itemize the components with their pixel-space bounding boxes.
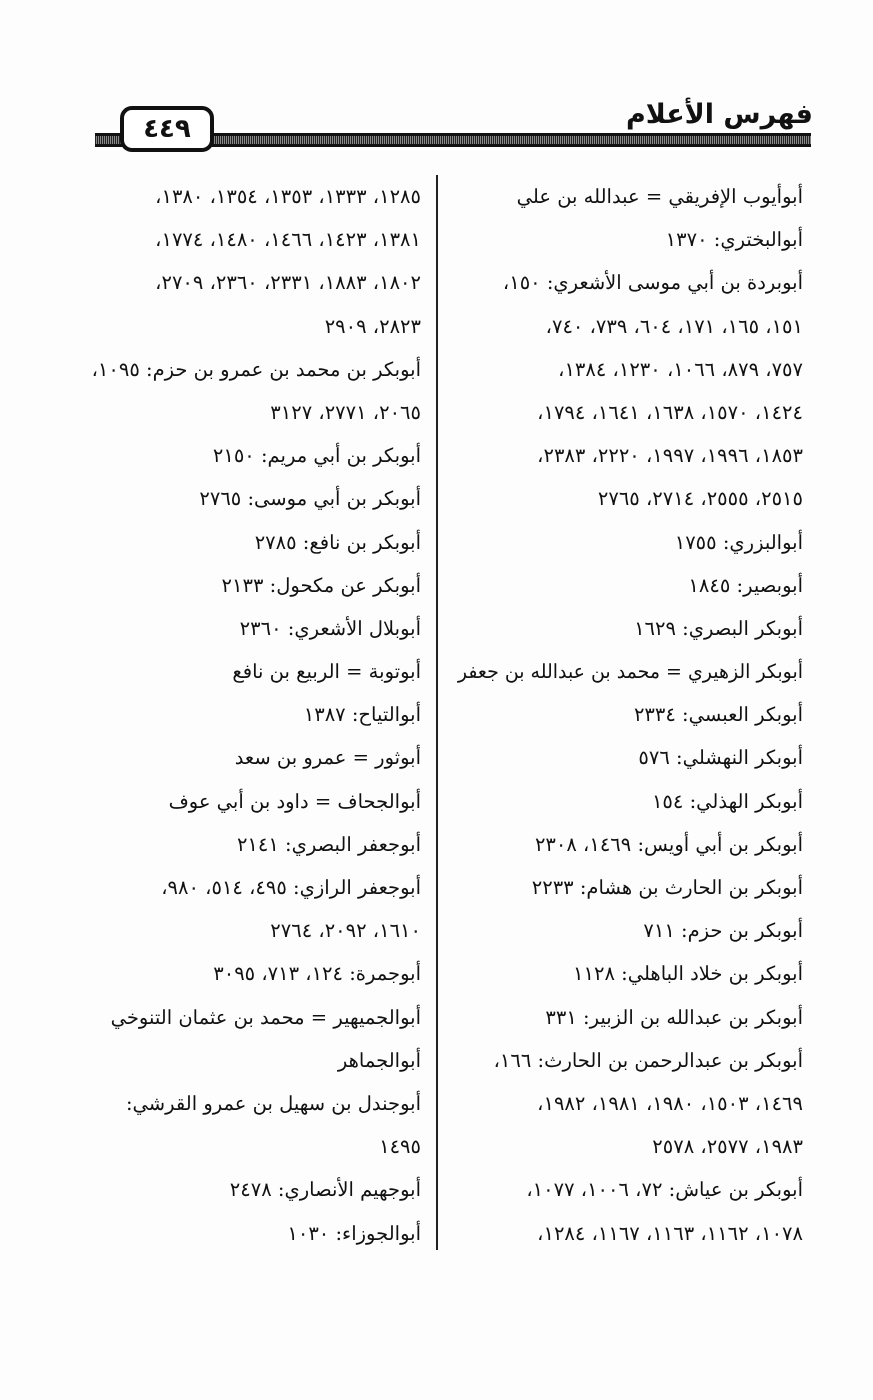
- index-line: أبوبكر الهذلي: ١٥٤: [651, 789, 803, 813]
- index-line: أبوالجحاف = داود بن أبي عوف: [168, 789, 421, 813]
- page-number: ٤٤٩: [120, 106, 214, 152]
- index-line: أبوجمرة: ١٢٤، ٧١٣، ٣٠٩٥: [213, 962, 421, 986]
- index-line: أبوتوبة = الربيع بن نافع: [232, 660, 421, 684]
- index-line: أبوبكر بن عبدالله بن الزبير: ٣٣١: [545, 1005, 803, 1029]
- index-line: أبوثور = عمرو بن سعد: [234, 746, 421, 770]
- index-line: أبوبكر العبسي: ٢٣٣٤: [633, 703, 803, 727]
- index-line: أبوالجماهر: [337, 1048, 421, 1072]
- index-line: أبوبكر النهشلي: ٥٧٦: [638, 746, 803, 770]
- index-line: ٢٨٢٣، ٢٩٠٩: [324, 314, 421, 338]
- index-line: أبوبكر عن مكحول: ٢١٣٣: [221, 573, 421, 597]
- index-line: أبوبكر بن الحارث بن هشام: ٢٢٣٣: [531, 876, 803, 899]
- index-line: ١٠٧٨، ١١٦٢، ١١٦٣، ١١٦٧، ١٢٨٤،: [537, 1221, 803, 1245]
- index-line: أبوبردة بن أبي موسى الأشعري: ١٥٠،: [502, 271, 803, 295]
- index-line: أبوبلال الأشعري: ٢٣٦٠: [239, 616, 421, 640]
- index-line: أبوالبزري: ١٧٥٥: [674, 530, 803, 554]
- index-line: أبوبكر بن أبي أويس: ١٤٦٩، ٢٣٠٨: [534, 832, 803, 856]
- index-line: ١٨٥٣، ١٩٩٦، ١٩٩٧، ٢٢٢٠، ٢٣٨٣،: [537, 444, 803, 468]
- index-line: أبوبكر بن عياش: ٧٢، ١٠٠٦، ١٠٧٧،: [526, 1178, 803, 1202]
- index-line: أبوبصير: ١٨٤٥: [688, 573, 803, 597]
- index-line: ١٨٠٢، ١٨٨٣، ٢٣٣١، ٢٣٦٠، ٢٧٠٩،: [155, 271, 421, 295]
- index-line: أبوجندل بن سهيل بن عمرو القرشي:: [125, 1091, 421, 1115]
- index-line: ١٥١، ١٦٥، ١٧١، ٦٠٤، ٧٣٩، ٧٤٠،: [545, 314, 803, 338]
- index-line: أبوالبختري: ١٣٧٠: [665, 228, 803, 252]
- index-line: أبوأيوب الإفريقي = عبدالله بن علي: [516, 185, 803, 208]
- index-line: ١٦١٠، ٢٠٩٢، ٢٧٦٤: [270, 919, 421, 943]
- index-line: أبوبكر بن حزم: ٧١١: [643, 919, 803, 943]
- running-title: فهرس الأعلام: [625, 99, 813, 130]
- index-line: أبوبكر بن أبي موسى: ٢٧٦٥: [199, 487, 421, 511]
- index-line: ٢٠٦٥، ٢٧٧١، ٣١٢٧: [270, 400, 421, 424]
- index-line: أبوبكر الزهيري = محمد بن عبدالله بن جعفر: [457, 660, 803, 684]
- index-line: ٢٥١٥، ٢٥٥٥، ٢٧١٤، ٢٧٦٥: [597, 487, 803, 511]
- index-column-left: [76, 175, 421, 1255]
- index-line: أبوجعفر الرازي: ٤٩٥، ٥١٤، ٩٨٠،: [161, 876, 421, 899]
- index-line: أبوبكر البصري: ١٦٢٩: [634, 616, 803, 640]
- index-line: أبوبكر بن عبدالرحمن بن الحارث: ١٦٦،: [493, 1048, 803, 1072]
- index-line: أبوبكر بن محمد بن عمرو بن حزم: ١٠٩٥،: [91, 357, 421, 381]
- index-line: ٧٥٧، ٨٧٩، ١٠٦٦، ١٢٣٠، ١٣٨٤،: [558, 357, 803, 381]
- index-line: أبوجهيم الأنصاري: ٢٤٧٨: [229, 1178, 421, 1202]
- index-column-right: [458, 175, 803, 1255]
- index-line: أبوبكر بن نافع: ٢٧٨٥: [254, 530, 421, 554]
- index-line: ١٤٩٥: [379, 1135, 421, 1159]
- index-line: أبوالجوزاء: ١٠٣٠: [287, 1221, 421, 1245]
- page-header: [0, 95, 873, 165]
- index-line: أبوالجميهير = محمد بن عثمان التنوخي: [110, 1005, 421, 1029]
- index-line: أبوالتياح: ١٣٨٧: [303, 703, 421, 727]
- index-line: أبوجعفر البصري: ٢١٤١: [236, 832, 421, 856]
- index-line: ١٤٦٩، ١٥٠٣، ١٩٨٠، ١٩٨١، ١٩٨٢،: [537, 1091, 803, 1115]
- index-line: ١٣٨١، ١٤٢٣، ١٤٦٦، ١٤٨٠، ١٧٧٤،: [155, 228, 421, 252]
- column-divider: [436, 175, 438, 1250]
- index-line: أبوبكر بن أبي مريم: ٢١٥٠: [212, 444, 421, 468]
- index-line: ١٢٨٥، ١٣٣٣، ١٣٥٣، ١٣٥٤، ١٣٨٠،: [155, 185, 421, 208]
- index-line: ١٤٢٤، ١٥٧٠، ١٦٣٨، ١٦٤١، ١٧٩٤،: [537, 400, 803, 424]
- index-line: ١٩٨٣، ٢٥٧٧، ٢٥٧٨: [652, 1135, 803, 1159]
- index-line: أبوبكر بن خلاد الباهلي: ١١٢٨: [573, 962, 803, 986]
